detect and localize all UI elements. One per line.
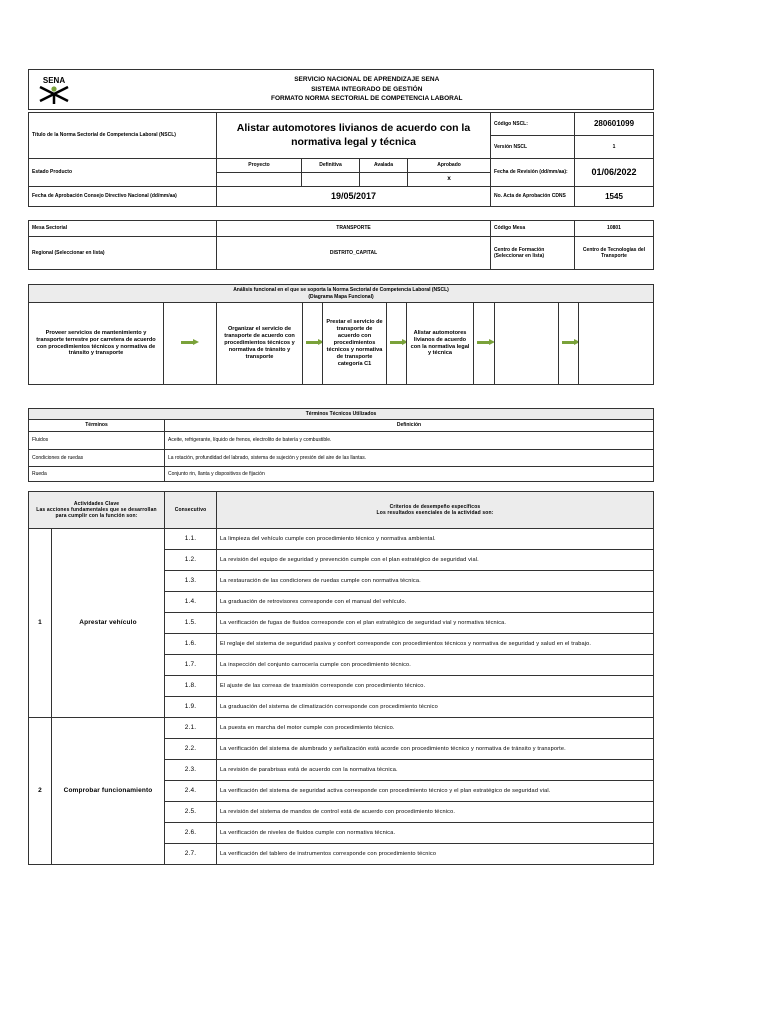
estado-col-aprobado: Aprobado xyxy=(408,159,491,173)
criterion-number: 2.7. xyxy=(165,844,217,865)
mesa-code-value: 10801 xyxy=(575,221,654,237)
map-arrow-1 xyxy=(164,303,217,385)
criterion-number: 1.3. xyxy=(165,571,217,592)
criterion-number: 2.5. xyxy=(165,802,217,823)
criterion-text: La verificación del sistema de alumbrado y señalización está acorde con procedimiento técnico y normativa de tránsito y transporte. xyxy=(217,739,654,760)
term-name: Fluidos xyxy=(29,432,165,450)
estado-col-proyecto: Proyecto xyxy=(217,159,302,173)
activities-table xyxy=(28,491,654,865)
map-arrow-4 xyxy=(474,303,495,385)
mesa-label: Mesa Sectorial xyxy=(29,221,217,237)
criteria-sub: Los resultados esenciales de la actividad son: xyxy=(376,510,494,516)
activities-key-header xyxy=(29,492,165,529)
criterion-text: La verificación del sistema de seguridad activa corresponde con procedimiento técnico y el plan estratégico de seguridad vial. xyxy=(217,781,654,802)
term-name: Condiciones de ruedas xyxy=(29,450,165,467)
terms-col-term: Términos xyxy=(29,420,165,432)
criterion-text: La verificación de fugas de fluidos corresponde con el plan estratégico de seguridad vial y normativa técnica. xyxy=(217,613,654,634)
norm-title: Alistar automotores livianos de acuerdo con la normativa legal y técnica xyxy=(217,113,491,159)
estado-col-definitiva: Definitiva xyxy=(302,159,360,173)
activities-criteria-header xyxy=(217,492,654,529)
revision-date: 01/06/2022 xyxy=(575,159,654,187)
criterion-number: 2.2. xyxy=(165,739,217,760)
code-label: Código NSCL: xyxy=(491,113,575,136)
acta-label: No. Acta de Aprobación CDNS xyxy=(491,187,575,207)
arrow-right-icon xyxy=(390,339,407,345)
org-name: SERVICIO NACIONAL DE APRENDIZAJE SENA xyxy=(294,76,440,84)
criterion-text: La graduación de retrovisores corresponde con el manual del vehículo. xyxy=(217,592,654,613)
criterion-number: 2.3. xyxy=(165,760,217,781)
criterion-text: La revisión de parabrisas está de acuerdo con la normativa técnica. xyxy=(217,760,654,781)
map-arrow-5 xyxy=(559,303,579,385)
terms-col-def: Definición xyxy=(165,420,654,432)
title-label: Título de la Norma Sectorial de Competencia Laboral (NSCL) xyxy=(29,113,217,159)
criterion-text: La restauración de las condiciones de ruedas cumple con normativa técnica. xyxy=(217,571,654,592)
arrow-right-icon xyxy=(562,339,579,345)
criterion-number: 1.7. xyxy=(165,655,217,676)
map-box-main: Proveer servicios de mantenimiento y transporte terrestre por carretera de acuerdo con procedimientos técnicos y normativa de tránsito y transporte xyxy=(29,303,164,385)
mesa-table xyxy=(28,220,654,270)
map-arrow-2 xyxy=(303,303,323,385)
svg-text:SENA: SENA xyxy=(42,76,66,85)
map-box-empty-2 xyxy=(579,303,654,385)
activity-name: Comprobar funcionamiento xyxy=(52,718,165,865)
terms-table xyxy=(28,408,654,482)
activities-key-sub: Las acciones fundamentales que se desarrollan para cumplir con la función son: xyxy=(36,506,157,520)
estado-label: Estado Producto xyxy=(29,159,217,187)
criterion-number: 1.8. xyxy=(165,676,217,697)
criterion-text: La puesta en marcha del motor cumple con procedimiento técnico. xyxy=(217,718,654,739)
version-label: Versión NSCL xyxy=(491,136,575,159)
terms-title: Términos Técnicos Utilizados xyxy=(29,409,654,420)
code-value: 280601099 xyxy=(575,113,654,136)
criterion-text: La revisión del sistema de mandos de control está de acuerdo con procedimiento técnico. xyxy=(217,802,654,823)
criterion-text: La revisión del equipo de seguridad y prevención cumple con el plan estratégico de seguridad vial. xyxy=(217,550,654,571)
format-name: FORMATO NORMA SECTORIAL DE COMPETENCIA LABORAL xyxy=(270,95,463,103)
info-table xyxy=(28,112,654,207)
arrow-right-icon xyxy=(306,339,323,345)
header-titles xyxy=(81,70,654,110)
term-definition: La rotación, profundidad del labrado, sistema de sujeción y presión del aire de las llantas. xyxy=(165,450,654,467)
estado-avalada-cell xyxy=(360,173,408,187)
activity-number: 2 xyxy=(29,718,52,865)
activity-number: 1 xyxy=(29,529,52,718)
regional-value: DISTRITO_CAPITAL xyxy=(217,237,491,270)
approval-label: Fecha de Aprobación Consejo Directivo Nacional (dd/mm/aa) xyxy=(29,187,217,207)
estado-col-avalada: Avalada xyxy=(360,159,408,173)
system-name: SISTEMA INTEGRADO DE GESTIÓN xyxy=(311,85,423,93)
term-definition: Aceite, refrigerante, líquido de frenos, electrolito de batería y combustible. xyxy=(165,432,654,450)
criterion-number: 2.1. xyxy=(165,718,217,739)
functional-subtitle: (Diagrama Mapa Funcional) xyxy=(308,293,374,300)
criterion-number: 2.6. xyxy=(165,823,217,844)
criterion-number: 1.1. xyxy=(165,529,217,550)
criteria-title: Criterios de desempeño específicos xyxy=(389,503,481,510)
criterion-number: 2.4. xyxy=(165,781,217,802)
estado-aprobado-mark: x xyxy=(408,173,491,187)
criterion-number: 1.2. xyxy=(165,550,217,571)
term-name: Rueda xyxy=(29,467,165,482)
revision-label: Fecha de Revisión (dd/mm/aa): xyxy=(491,159,575,187)
acta-value: 1545 xyxy=(575,187,654,207)
term-definition: Conjunto rin, llanta y dispositivos de fijación xyxy=(165,467,654,482)
criterion-text: El ajuste de las correas de trasmisión corresponde con procedimiento técnico. xyxy=(217,676,654,697)
header-table xyxy=(28,69,654,110)
functional-title-text: Análisis funcional en el que se soporta la Norma Sectorial de Competencia Laboral (NSCL) xyxy=(233,287,449,294)
criterion-text: La verificación del tablero de instrumentos corresponde con procedimiento técnico xyxy=(217,844,654,865)
arrow-right-icon xyxy=(181,339,199,345)
criterion-number: 1.4. xyxy=(165,592,217,613)
map-box-alistar: Alistar automotores livianos de acuerdo con la normativa legal y técnica xyxy=(407,303,474,385)
map-box-prestar: Prestar el servicio de transporte de acuerdo con procedimientos técnicos y normativa de transporte categoría C1 xyxy=(323,303,387,385)
criterion-number: 1.9. xyxy=(165,697,217,718)
centro-label: Centro de Formación (Seleccionar en lista) xyxy=(491,237,575,270)
criterion-text: La graduación del sistema de climatización corresponde con procedimiento técnico xyxy=(217,697,654,718)
criterion-number: 1.5. xyxy=(165,613,217,634)
regional-label: Regional (Seleccionar en lista) xyxy=(29,237,217,270)
approval-date: 19/05/2017 xyxy=(217,187,491,207)
activities-cons-header: Consecutivo xyxy=(165,492,217,529)
functional-title xyxy=(29,285,654,303)
mesa-value: TRANSPORTE xyxy=(217,221,491,237)
criterion-text: El reglaje del sistema de seguridad pasiva y confort corresponde con procedimientos técnicos y normativa de seguridad y salud en el trabajo. xyxy=(217,634,654,655)
functional-map-table xyxy=(28,284,654,385)
version-value: 1 xyxy=(575,136,654,159)
mesa-code-label: Código Mesa xyxy=(491,221,575,237)
criterion-text: La inspección del conjunto carrocería cumple con procedimiento técnico. xyxy=(217,655,654,676)
map-box-organizar: Organizar el servicio de transporte de acuerdo con procedimientos técnicos y normativa de tránsito y transporte xyxy=(217,303,303,385)
criterion-number: 1.6. xyxy=(165,634,217,655)
estado-proyecto-cell xyxy=(217,173,302,187)
sena-logo-icon xyxy=(32,71,76,105)
criterion-text: La verificación de niveles de fluidos cumple con normativa técnica. xyxy=(217,823,654,844)
arrow-right-icon xyxy=(477,339,495,345)
map-box-empty-1 xyxy=(495,303,559,385)
centro-value: Centro de Tecnologías del Transporte xyxy=(575,237,654,270)
sena-logo xyxy=(29,70,81,110)
map-arrow-3 xyxy=(387,303,407,385)
criterion-text: La limpieza del vehículo cumple con procedimiento técnico y normativa ambiental. xyxy=(217,529,654,550)
activities-key-title: Actividades Clave xyxy=(73,500,120,507)
estado-definitiva-cell xyxy=(302,173,360,187)
activity-name: Aprestar vehículo xyxy=(52,529,165,718)
